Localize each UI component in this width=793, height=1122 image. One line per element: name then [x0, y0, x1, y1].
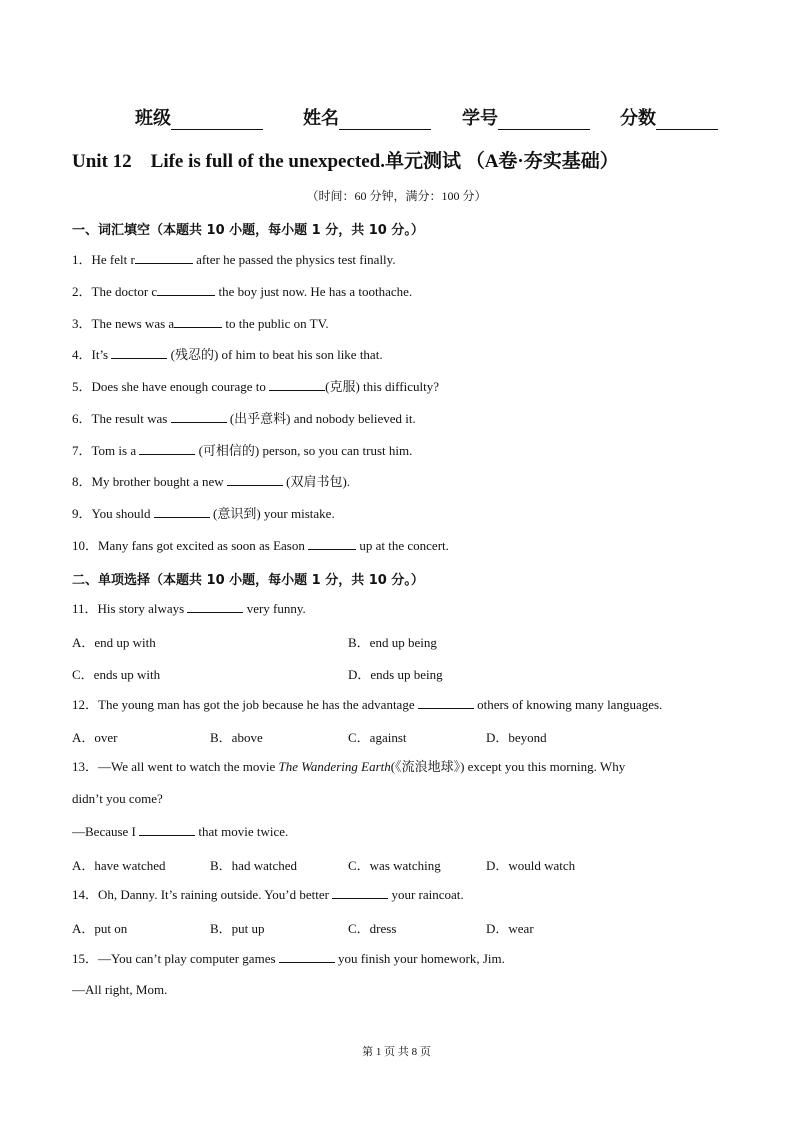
question-text: 7．Tom is a	[72, 443, 140, 458]
question-text: 10．Many fans got excited as soon as Eason	[72, 538, 309, 553]
option-c[interactable]: C．was watching	[348, 858, 441, 873]
class-blank[interactable]	[171, 111, 263, 130]
page-subtitle: （时间：60 分钟，满分：100 分）	[306, 189, 487, 203]
option-d[interactable]: D．wear	[486, 921, 534, 936]
question-text: 4．It’s	[72, 347, 112, 362]
answer-blank[interactable]	[308, 537, 356, 550]
class-label: 班级	[135, 108, 171, 129]
student-info-row	[0, 104, 793, 130]
option-a[interactable]: A．end up with	[72, 635, 156, 650]
option-c[interactable]: C．dress	[348, 921, 397, 936]
question-text: 1．He felt r	[72, 252, 135, 267]
option-c[interactable]: C．against	[348, 730, 407, 745]
question-10	[72, 537, 449, 554]
option-d[interactable]: D．beyond	[486, 730, 547, 745]
question-text: (克服) this difficulty?	[325, 379, 439, 394]
question-text: after he passed the physics test finally.	[192, 252, 396, 267]
question-text: 13．—We all went to watch the movie	[72, 759, 279, 774]
student-id-blank[interactable]	[498, 111, 590, 130]
name-field[interactable]	[303, 104, 431, 130]
question-15	[72, 950, 505, 967]
question-text: 14．Oh, Danny. It’s raining outside. You’d better	[72, 887, 333, 902]
question-2	[72, 283, 412, 300]
page-number: 第 1 页 共 8 页	[362, 1046, 431, 1058]
answer-blank[interactable]	[332, 886, 388, 899]
question-5	[72, 378, 439, 395]
score-field[interactable]	[620, 104, 718, 130]
student-id-field[interactable]	[462, 104, 590, 130]
student-id-label: 学号	[462, 108, 498, 129]
question-text: (可相信的) person, so you can trust him.	[195, 443, 413, 458]
question-text: you finish your homework, Jim.	[334, 951, 505, 966]
answer-blank[interactable]	[171, 410, 227, 423]
answer-blank[interactable]	[187, 600, 243, 613]
option-a[interactable]: A．have watched	[72, 858, 166, 873]
question-text: to the public on TV.	[222, 316, 329, 331]
question-6	[72, 410, 416, 427]
question-text: 11．His story always	[72, 601, 188, 616]
question-3	[72, 315, 329, 332]
question-text: 9．You should	[72, 506, 154, 521]
question-text: your raincoat.	[388, 887, 464, 902]
answer-blank[interactable]	[227, 473, 283, 486]
answer-blank[interactable]	[269, 378, 325, 391]
answer-blank[interactable]	[279, 950, 335, 963]
class-field[interactable]	[135, 104, 263, 130]
question-13-line-2: didn’t you come?	[72, 791, 163, 806]
question-12	[72, 696, 662, 713]
option-a[interactable]: A．put on	[72, 921, 128, 936]
question-text: 6．The result was	[72, 411, 171, 426]
question-text: (双肩书包).	[282, 474, 351, 489]
option-d[interactable]: D．ends up being	[348, 667, 443, 682]
question-14	[72, 886, 464, 903]
question-text: 3．The news was a	[72, 316, 175, 331]
question-text: up at the concert.	[356, 538, 449, 553]
question-text: 8．My brother bought a new	[72, 474, 227, 489]
question-1	[72, 251, 396, 268]
question-13-reply	[72, 823, 288, 840]
answer-blank[interactable]	[418, 696, 474, 709]
movie-title: The Wandering Earth	[278, 759, 391, 774]
option-b[interactable]: B．had watched	[210, 858, 298, 873]
option-a[interactable]: A．over	[72, 730, 118, 745]
section-heading-multiple-choice: 二、单项选择（本题共 10 小题，每小题 1 分，共 10 分。）	[72, 573, 424, 588]
answer-blank[interactable]	[154, 505, 210, 518]
question-text: that movie twice.	[195, 824, 289, 839]
name-label: 姓名	[303, 108, 339, 129]
option-d[interactable]: D．would watch	[486, 858, 576, 873]
question-13	[72, 759, 625, 775]
question-text: 5．Does she have enough courage to	[72, 379, 270, 394]
question-text: —Because I	[72, 824, 140, 839]
option-c[interactable]: C．ends up with	[72, 667, 161, 682]
name-blank[interactable]	[339, 111, 431, 130]
question-text: (《流浪地球》) except you this morning. Why	[390, 759, 626, 774]
question-8	[72, 473, 350, 490]
page-title: Unit 12 Life is full of the unexpected.单元测试 （A卷·夯实基础）	[72, 151, 619, 172]
question-text: (意识到) your mistake.	[209, 506, 335, 521]
question-text: the boy just now. He has a toothache.	[215, 284, 413, 299]
question-4	[72, 346, 383, 363]
question-text: 12．The young man has got the job because he has the advantage	[72, 697, 418, 712]
question-text: (出乎意料) and nobody believed it.	[226, 411, 416, 426]
answer-blank[interactable]	[139, 442, 195, 455]
section-heading-vocabulary: 一、词汇填空（本题共 10 小题，每小题 1 分，共 10 分。）	[72, 223, 424, 238]
question-9	[72, 505, 335, 522]
question-text: (残忍的) of him to beat his son like that.	[167, 347, 383, 362]
score-blank[interactable]	[656, 111, 718, 130]
answer-blank[interactable]	[157, 283, 215, 296]
option-b[interactable]: B．above	[210, 730, 263, 745]
answer-blank[interactable]	[174, 315, 222, 328]
question-text: others of knowing many languages.	[473, 697, 663, 712]
question-text: 15．—You can’t play computer games	[72, 951, 279, 966]
question-text: 2．The doctor c	[72, 284, 158, 299]
question-15-reply: —All right, Mom.	[72, 982, 168, 997]
question-text: very funny.	[243, 601, 306, 616]
answer-blank[interactable]	[111, 346, 167, 359]
score-label: 分数	[620, 108, 656, 129]
answer-blank[interactable]	[135, 251, 193, 264]
option-b[interactable]: B．end up being	[348, 635, 437, 650]
answer-blank[interactable]	[139, 823, 195, 836]
question-11	[72, 600, 306, 617]
option-b[interactable]: B．put up	[210, 921, 265, 936]
question-7	[72, 442, 412, 459]
